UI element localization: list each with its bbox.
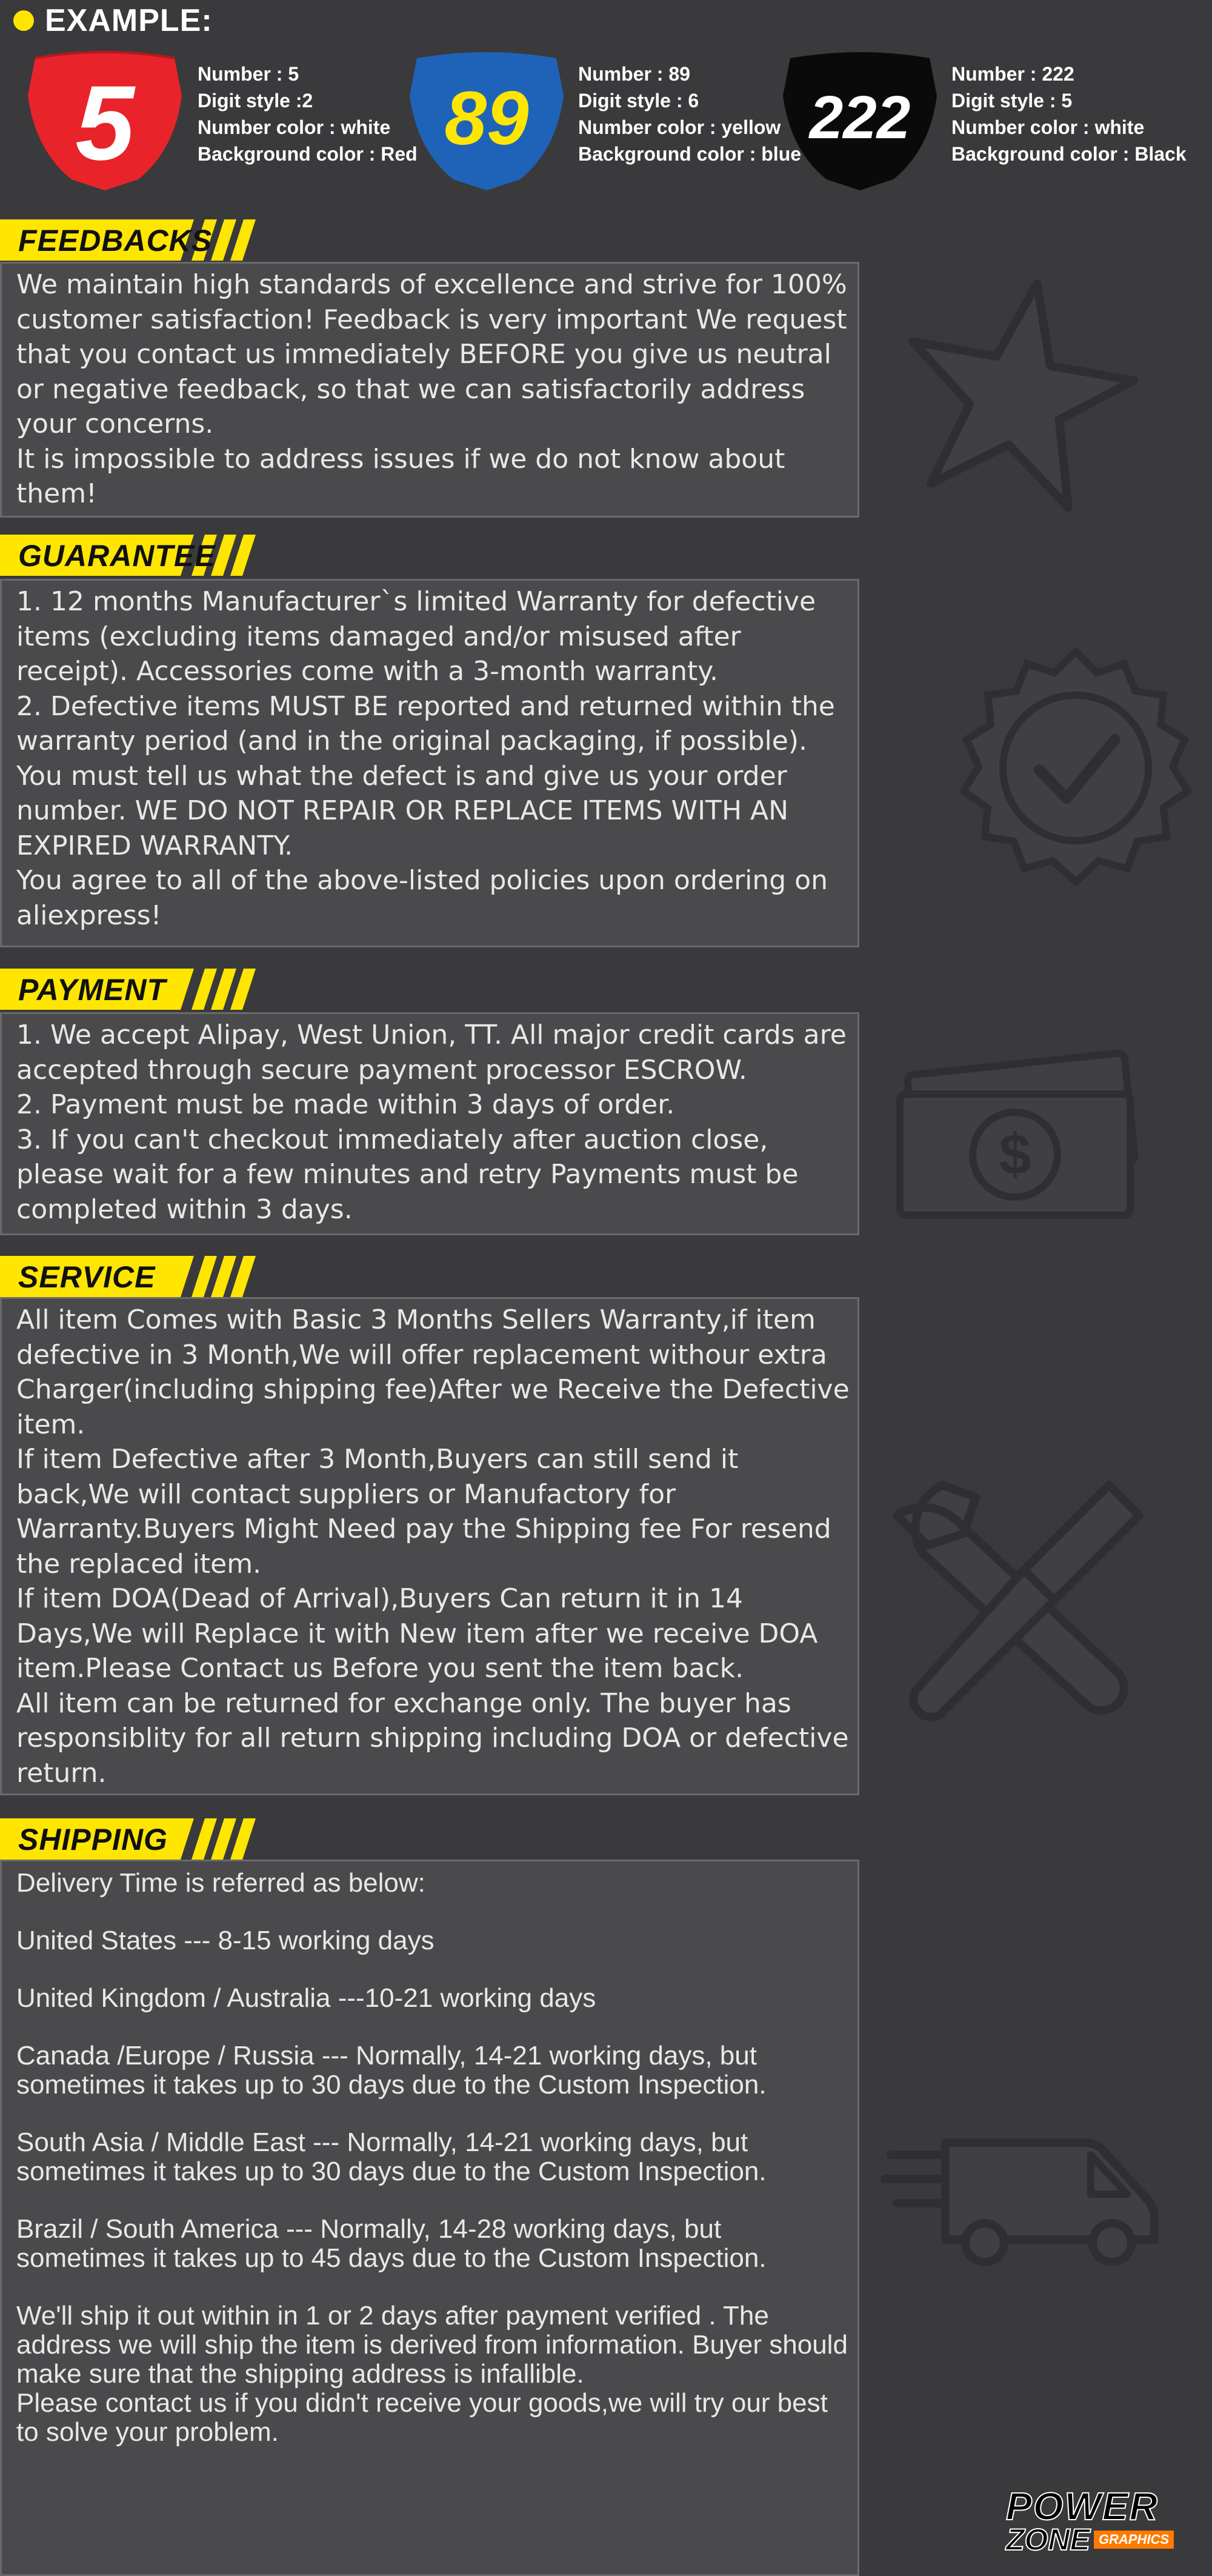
service-box: [0, 1297, 859, 1795]
shipping-paragraph: Canada /Europe / Russia --- Normally, 14-21 working days, but sometimes it takes up to 30 days due to the Custom Inspection.: [16, 2041, 767, 2100]
service-paragraph: If item DOA(Dead of Arrival),Buyers Can return it in 14 Days,We will Replace it with New item after we receive DOA item.Please Contact us Before you sent the item back.: [16, 1583, 818, 1684]
bullet-dot-icon: [13, 10, 34, 31]
plate-info-line: Digit style : 6: [578, 90, 699, 112]
shipping-paragraph: Please contact us if you didn't receive your goods,we will try our best to solve your problem.: [16, 2388, 828, 2447]
service-paragraph: If item Defective after 3 Month,Buyers can still send it back,We will contact suppliers or Manufactory for Warranty.Buyers Might Need pay the Shipping fee For resend the replaced item.: [16, 1444, 831, 1580]
plate-info-line: Number color : yellow: [578, 116, 781, 138]
section-title: SHIPPING: [18, 1823, 168, 1857]
logo-line2: ZONE: [1006, 2523, 1090, 2557]
section-title: FEEDBACKS: [18, 224, 213, 258]
plate-info-line: Number : 222: [951, 63, 1074, 85]
plate-info-line: Digit style :2: [198, 90, 313, 112]
example-title: EXAMPLE:: [45, 3, 213, 38]
logo-line1: POWER: [1006, 2484, 1159, 2528]
shipping-box: [0, 1860, 859, 2576]
section-title: SERVICE: [18, 1260, 156, 1294]
plate-info-line: Number : 5: [198, 63, 299, 85]
feedbacks-header: [0, 219, 267, 261]
plate-info-black: [951, 61, 1187, 167]
shipping-paragraph: South Asia / Middle East --- Normally, 14-21 working days, but sometimes it takes up to 30 days due to the Custom Inspection.: [16, 2127, 767, 2186]
side-watermark-strip: [1188, 0, 1212, 2576]
example-heading: [13, 1, 213, 40]
payment-paragraph: 1. We accept Alipay, West Union, TT. All major credit cards are accepted through secure payment processor ESCROW.: [16, 1019, 847, 1086]
logo-tag: GRAPHICS: [1094, 2531, 1174, 2549]
feedbacks-box: [0, 262, 859, 518]
shipping-paragraph: United Kingdom / Australia ---10-21 working days: [16, 1983, 596, 2013]
power-zone-logo: [1006, 2484, 1188, 2557]
payment-header: [0, 969, 267, 1010]
shipping-paragraph: We'll ship it out within in 1 or 2 days after payment verified . The address we will ship the item is derived from information. Buyer should make sure that the shipping address is infallible.: [16, 2301, 848, 2389]
truck-icon: [879, 2131, 1170, 2270]
guarantee-paragraph: You agree to all of the above-listed policies upon ordering on aliexpress!: [16, 865, 828, 931]
badge-check-icon: [942, 639, 1209, 906]
plate-info-line: Number color : white: [951, 116, 1145, 138]
plate-info-line: Number : 89: [578, 63, 690, 85]
plate-info-red: [198, 61, 418, 167]
shipping-paragraph: Brazil / South America --- Normally, 14-28 working days, but sometimes it takes up to 45 days due to the Custom Inspection.: [16, 2214, 767, 2273]
guarantee-paragraph: 2. Defective items MUST BE reported and returned within the warranty period (and in the original packaging, if possible). You must tell us what the defect is and give us your order number. WE DO NOT REPAIR OR REPLACE ITEMS WITH AN EXPIRED WARRANTY.: [16, 690, 835, 861]
number-plate-black: [778, 47, 942, 193]
feedbacks-paragraph: We maintain high standards of excellence and strive for 100% customer satisfaction! Feedback is very important We request that you contact us immediately BEFORE you give us neutral or negative feedback, so that we can satisfactorily address your concerns.: [16, 269, 847, 439]
payment-box: [0, 1012, 859, 1235]
shipping-paragraph: Delivery Time is referred as below:: [16, 1868, 425, 1898]
shipping-header: [0, 1818, 267, 1860]
plate-info-line: Background color : Black: [951, 143, 1187, 165]
plate-number-222: 222: [809, 84, 911, 152]
service-paragraph: All item can be returned for exchange only. The buyer has responsiblity for all return shipping including DOA or defective return.: [16, 1687, 849, 1789]
shipping-paragraph: United States --- 8-15 working days: [16, 1926, 435, 1955]
plate-info-blue: [578, 61, 801, 167]
svg-text:$: $: [999, 1123, 1031, 1187]
plate-info-line: Digit style : 5: [951, 90, 1073, 112]
feedbacks-paragraph: It is impossible to address issues if we do not know about them!: [16, 443, 785, 509]
guarantee-header: [0, 535, 267, 576]
payment-paragraph: 2. Payment must be made within 3 days of order.: [16, 1089, 675, 1120]
plate-number-89: 89: [444, 76, 529, 161]
star-icon: [891, 270, 1145, 512]
guarantee-paragraph: 1. 12 months Manufacturer`s limited Warranty for defective items (excluding items damaged and/or misused after receipt). Accessories come with a 3-month warranty.: [16, 586, 816, 687]
service-paragraph: All item Comes with Basic 3 Months Sellers Warranty,if item defective in 3 Month,We will offer replacement withour extra Charger(including shipping fee)After we Receive the Defective item.: [16, 1304, 850, 1440]
plate-info-line: Background color : blue: [578, 143, 802, 165]
guarantee-box: [0, 579, 859, 947]
number-plate-blue: [405, 47, 568, 193]
section-title: PAYMENT: [18, 973, 167, 1007]
plate-number-5: 5: [75, 64, 135, 182]
tools-icon: [873, 1461, 1157, 1740]
service-header: [0, 1256, 267, 1297]
plate-info-line: Background color : Red: [198, 143, 418, 165]
section-title: GUARANTEE: [18, 539, 216, 573]
payment-paragraph: 3. If you can't checkout immediately after auction close, please wait for a few minutes and retry Payments must be completed within 3 days.: [16, 1124, 799, 1225]
plate-info-line: Number color : white: [198, 116, 391, 138]
money-icon: [888, 1039, 1154, 1240]
number-plate-red: [23, 47, 187, 193]
